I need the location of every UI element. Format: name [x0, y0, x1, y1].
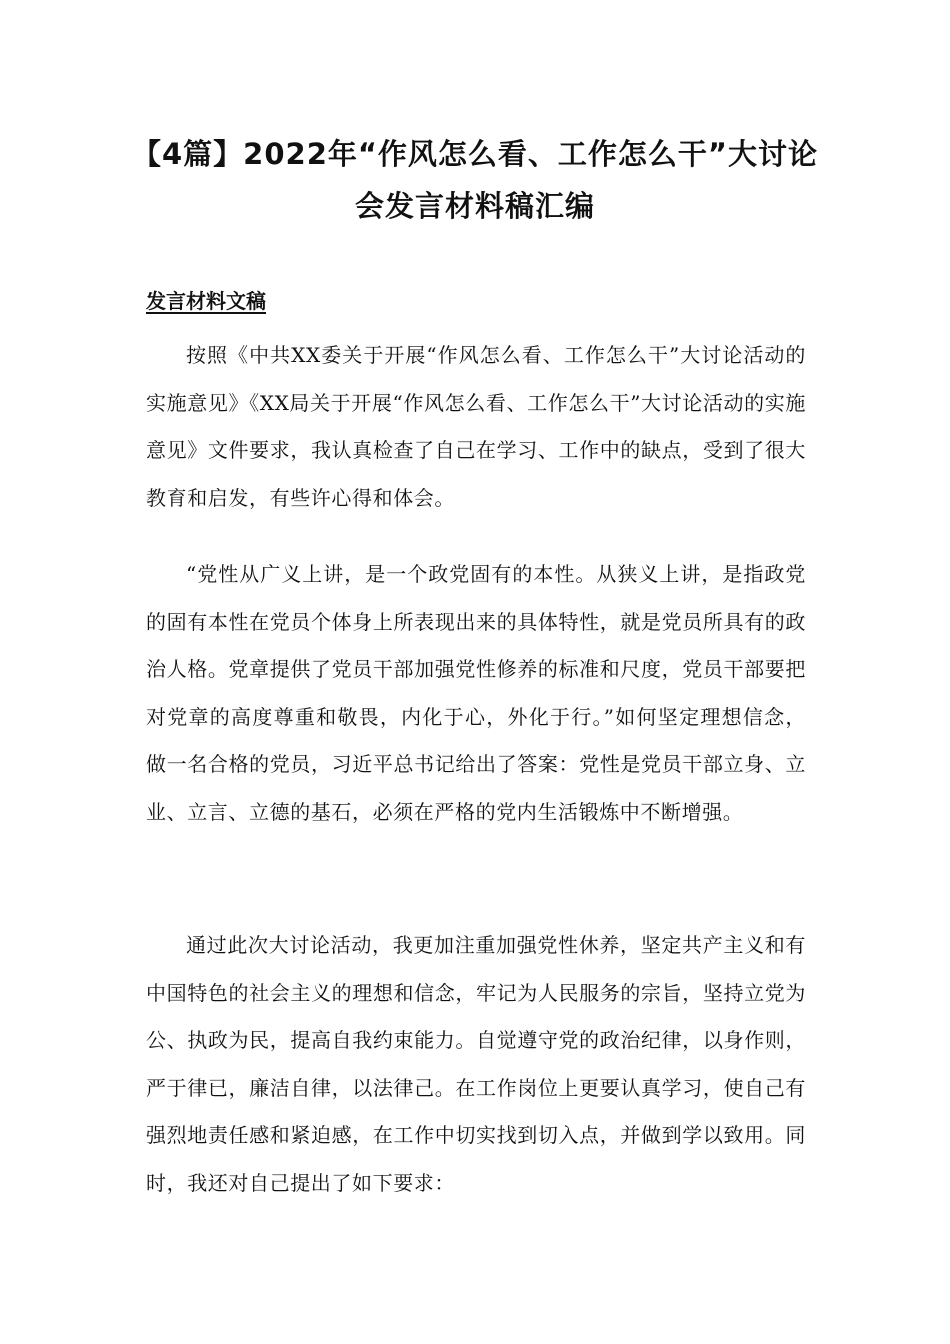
document-title: 【4篇】2022年“作风怎么看、工作怎么干”大讨论会发言材料稿汇编 [131, 137, 818, 223]
body-paragraph: 通过此次大讨论活动，我更加注重加强党性休养，坚定共产主义和有中国特色的社会主义的理想和信念，牢记为人民服务的宗旨，坚持立党为公、执政为民，提高自我约束能力。自觉遵守党的政治纪律，以身作则，严于律已，廉洁自律，以法律己。在工作岗位上更要认真学习，使自己有强烈地责任感和紧迫感，在工作中切实找到切入点，并做到学以致用。同时，我还对自己提出了如下要求： [146, 933, 806, 1195]
section-heading: 发言材料文稿 [146, 289, 266, 313]
body-paragraph: “党性从广义上讲，是一个政党固有的本性。从狭义上讲，是指政党的固有本性在党员个体身上所表现出来的具体特性，就是党员所具有的政治人格。党章提供了党员干部加强党性修养的标准和尺度，党员干部要把对党章的高度尊重和敬畏，内化于心，外化于行。”如何坚定理想信念，做一名合格的党员，习近平总书记给出了答案：党性是党员干部立身、立业、立言、立德的基石，必须在严格的党内生活锻炼中不断增强。 [146, 562, 806, 824]
body-paragraph: 按照《中共XX委关于开展“作风怎么看、工作怎么干”大讨论活动的实施意见》《XX局关于开展“作风怎么看、工作怎么干”大讨论活动的实施意见》文件要求，我认真检查了自己在学习、工作中的缺点，受到了很大教育和启发，有些许心得和体会。 [146, 343, 806, 510]
